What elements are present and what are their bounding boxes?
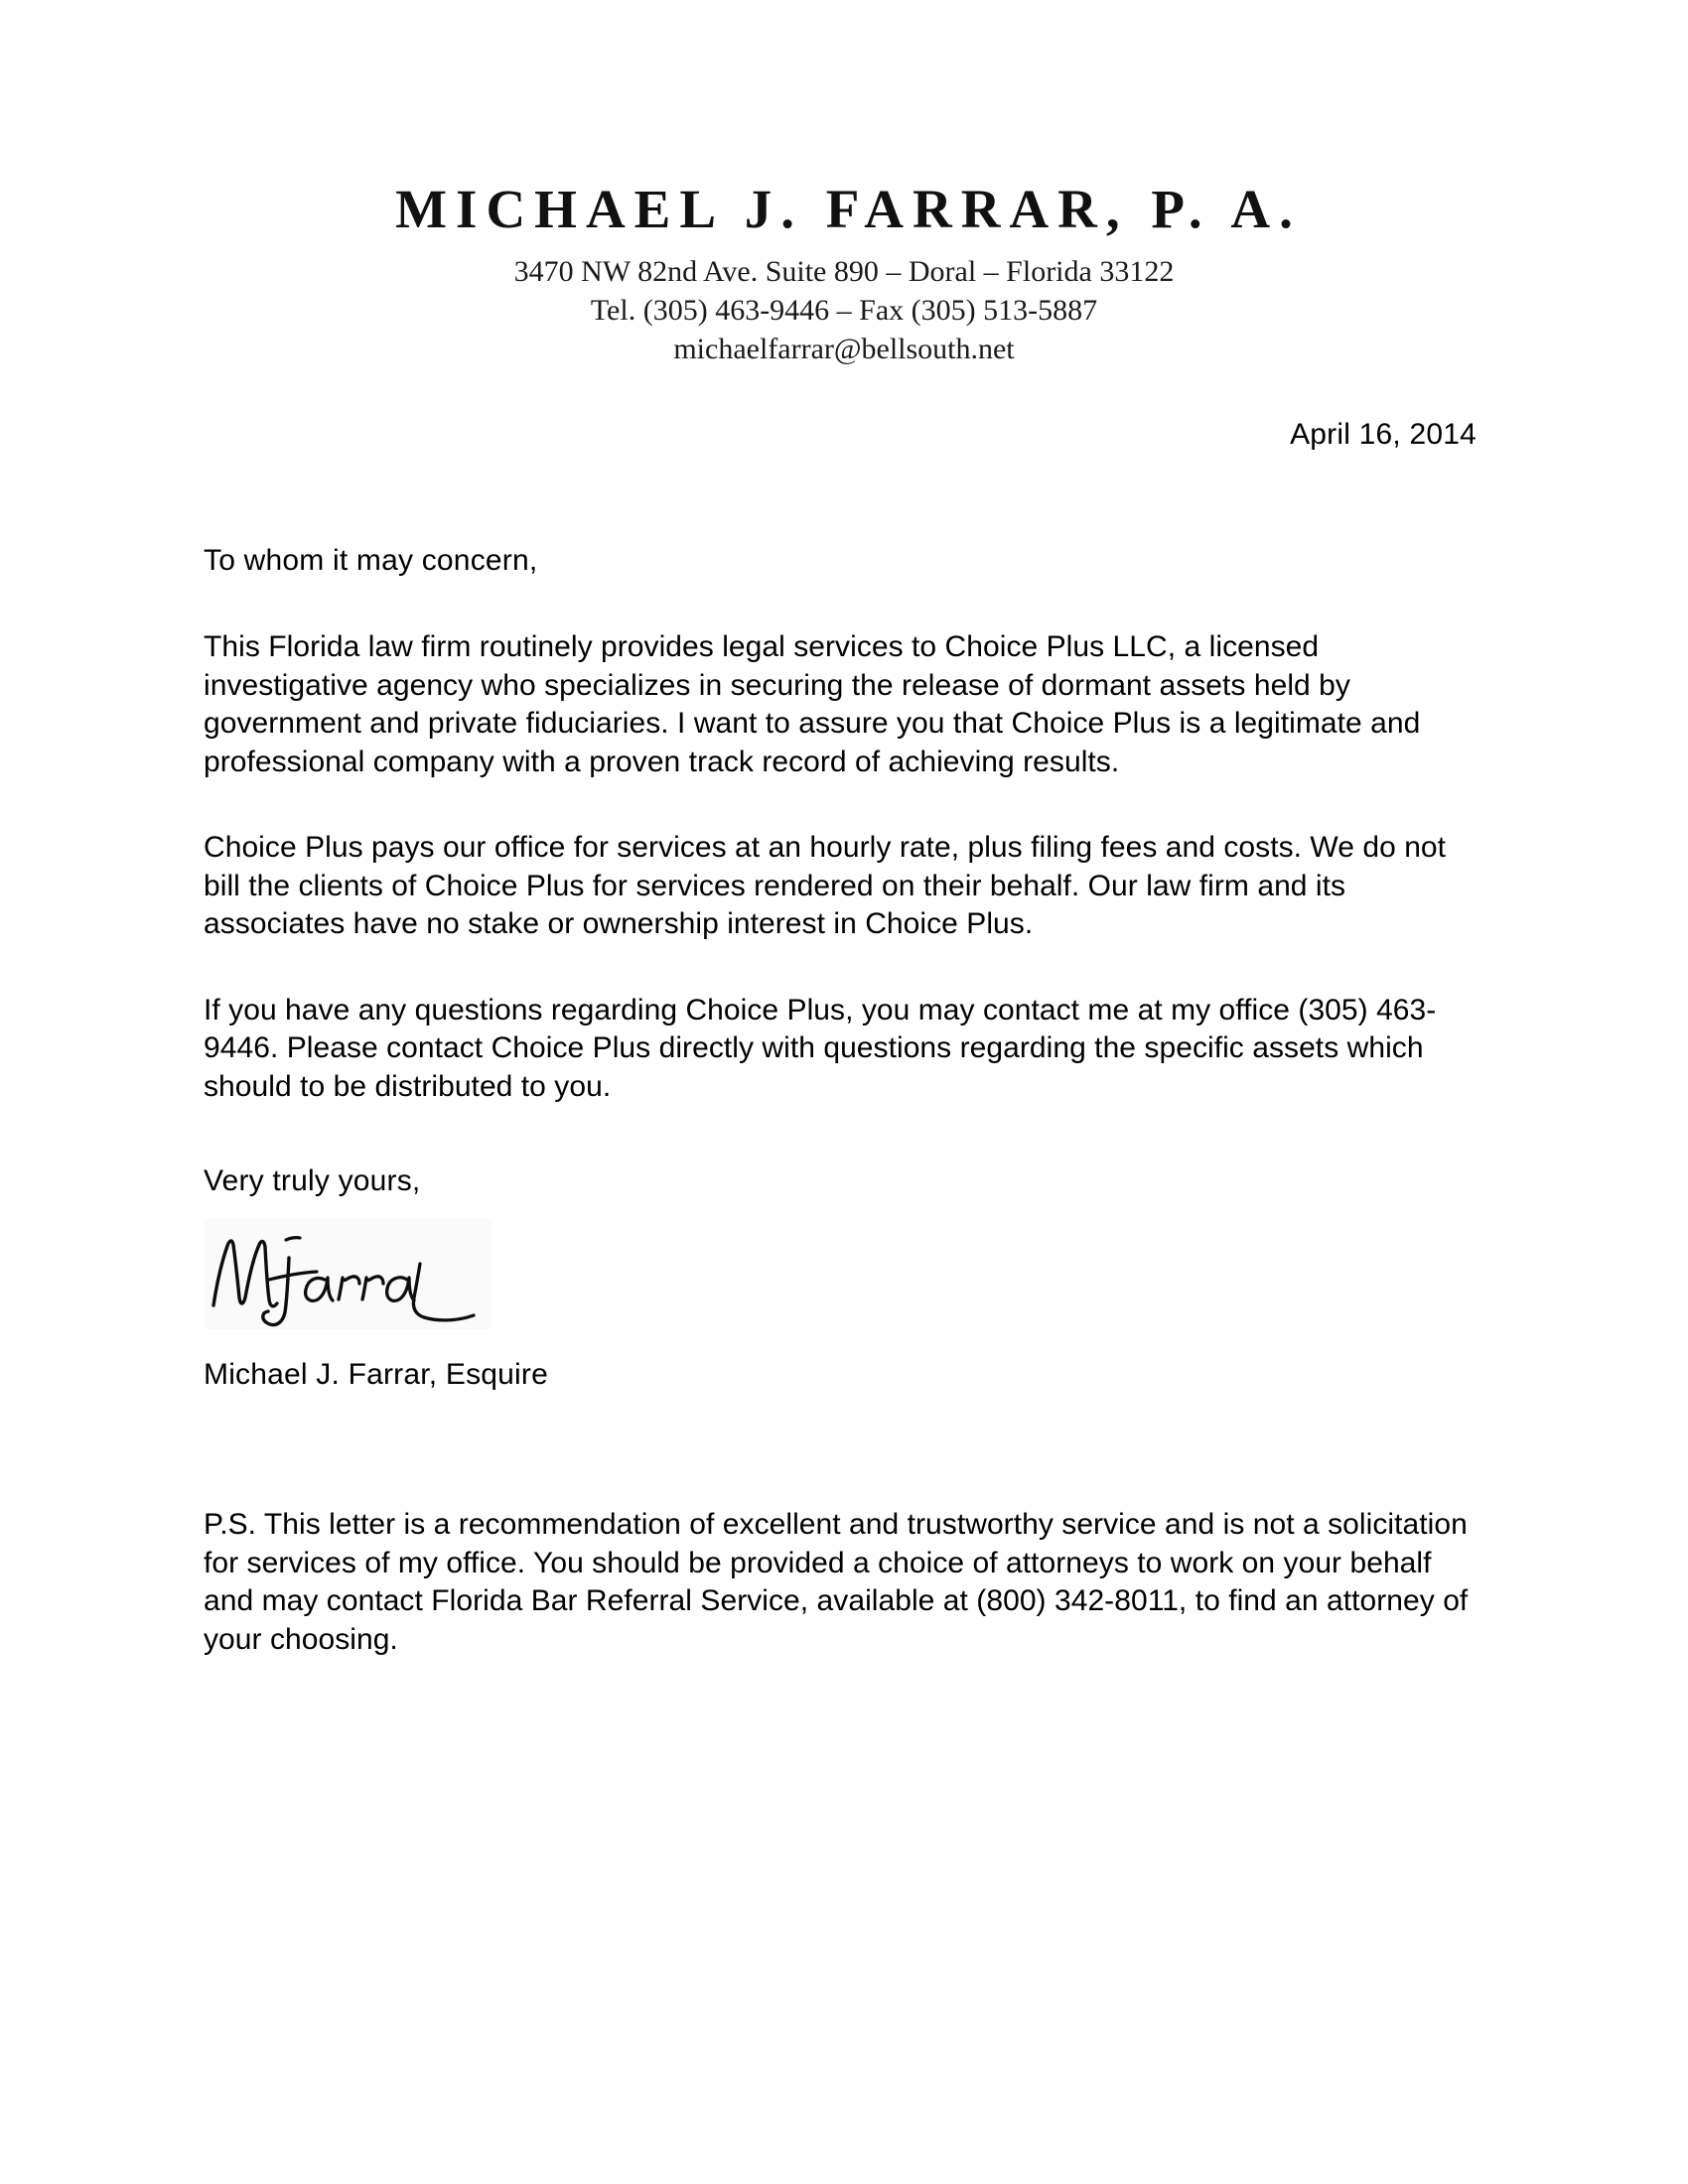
body-paragraph-3: If you have any questions regarding Choice Plus, you may contact me at my office (305) 463-9446. Please contact Choice Plus directly with questions regarding the specific assets which should to be distributed to you.: [204, 993, 1437, 1103]
firm-email: michaelfarrar@bellsouth.net: [673, 333, 1015, 366]
handwritten-signature-icon: [204, 1218, 492, 1329]
letter-body: [204, 368, 1484, 1659]
firm-address: 3470 NW 82nd Ave. Suite 890 – Doral – Florida 33122: [513, 255, 1175, 289]
closing-salutation: Very truly yours,: [204, 1164, 421, 1198]
signer-name: Michael J. Farrar, Esquire: [204, 1357, 548, 1391]
letter-date: April 16, 2014: [1290, 418, 1477, 452]
salutation: To whom it may concern,: [204, 543, 538, 577]
letterhead: [0, 0, 1688, 368]
signature-block: [204, 1202, 1484, 1337]
firm-name: MICHAEL J. FARRAR, P. A.: [395, 179, 1302, 239]
body-paragraph-2: Choice Plus pays our office for services at an hourly rate, plus filing fees and costs. We do not bill the clients of Choice Plus for services rendered on their behalf. Our law firm and its associates have no stake or ownership interest in Choice Plus.: [204, 831, 1447, 941]
firm-phone-fax: Tel. (305) 463-9446 – Fax (305) 513-5887: [590, 294, 1098, 328]
postscript-paragraph: P.S. This letter is a recommendation of excellent and trustworthy service and is not a solicitation for services of my office. You should be provided a choice of attorneys to work on your behalf and may contact Florida Bar Referral Service, available at (800) 342-8011, to find an attorney of your choosing.: [204, 1508, 1469, 1656]
body-paragraph-1: This Florida law firm routinely provides legal services to Choice Plus LLC, a licensed investigative agency who specializes in securing the release of dormant assets held by government and private fiduciaries. I want to assure you that Choice Plus is a legitimate and professional company with a proven track record of achieving results.: [204, 630, 1421, 778]
